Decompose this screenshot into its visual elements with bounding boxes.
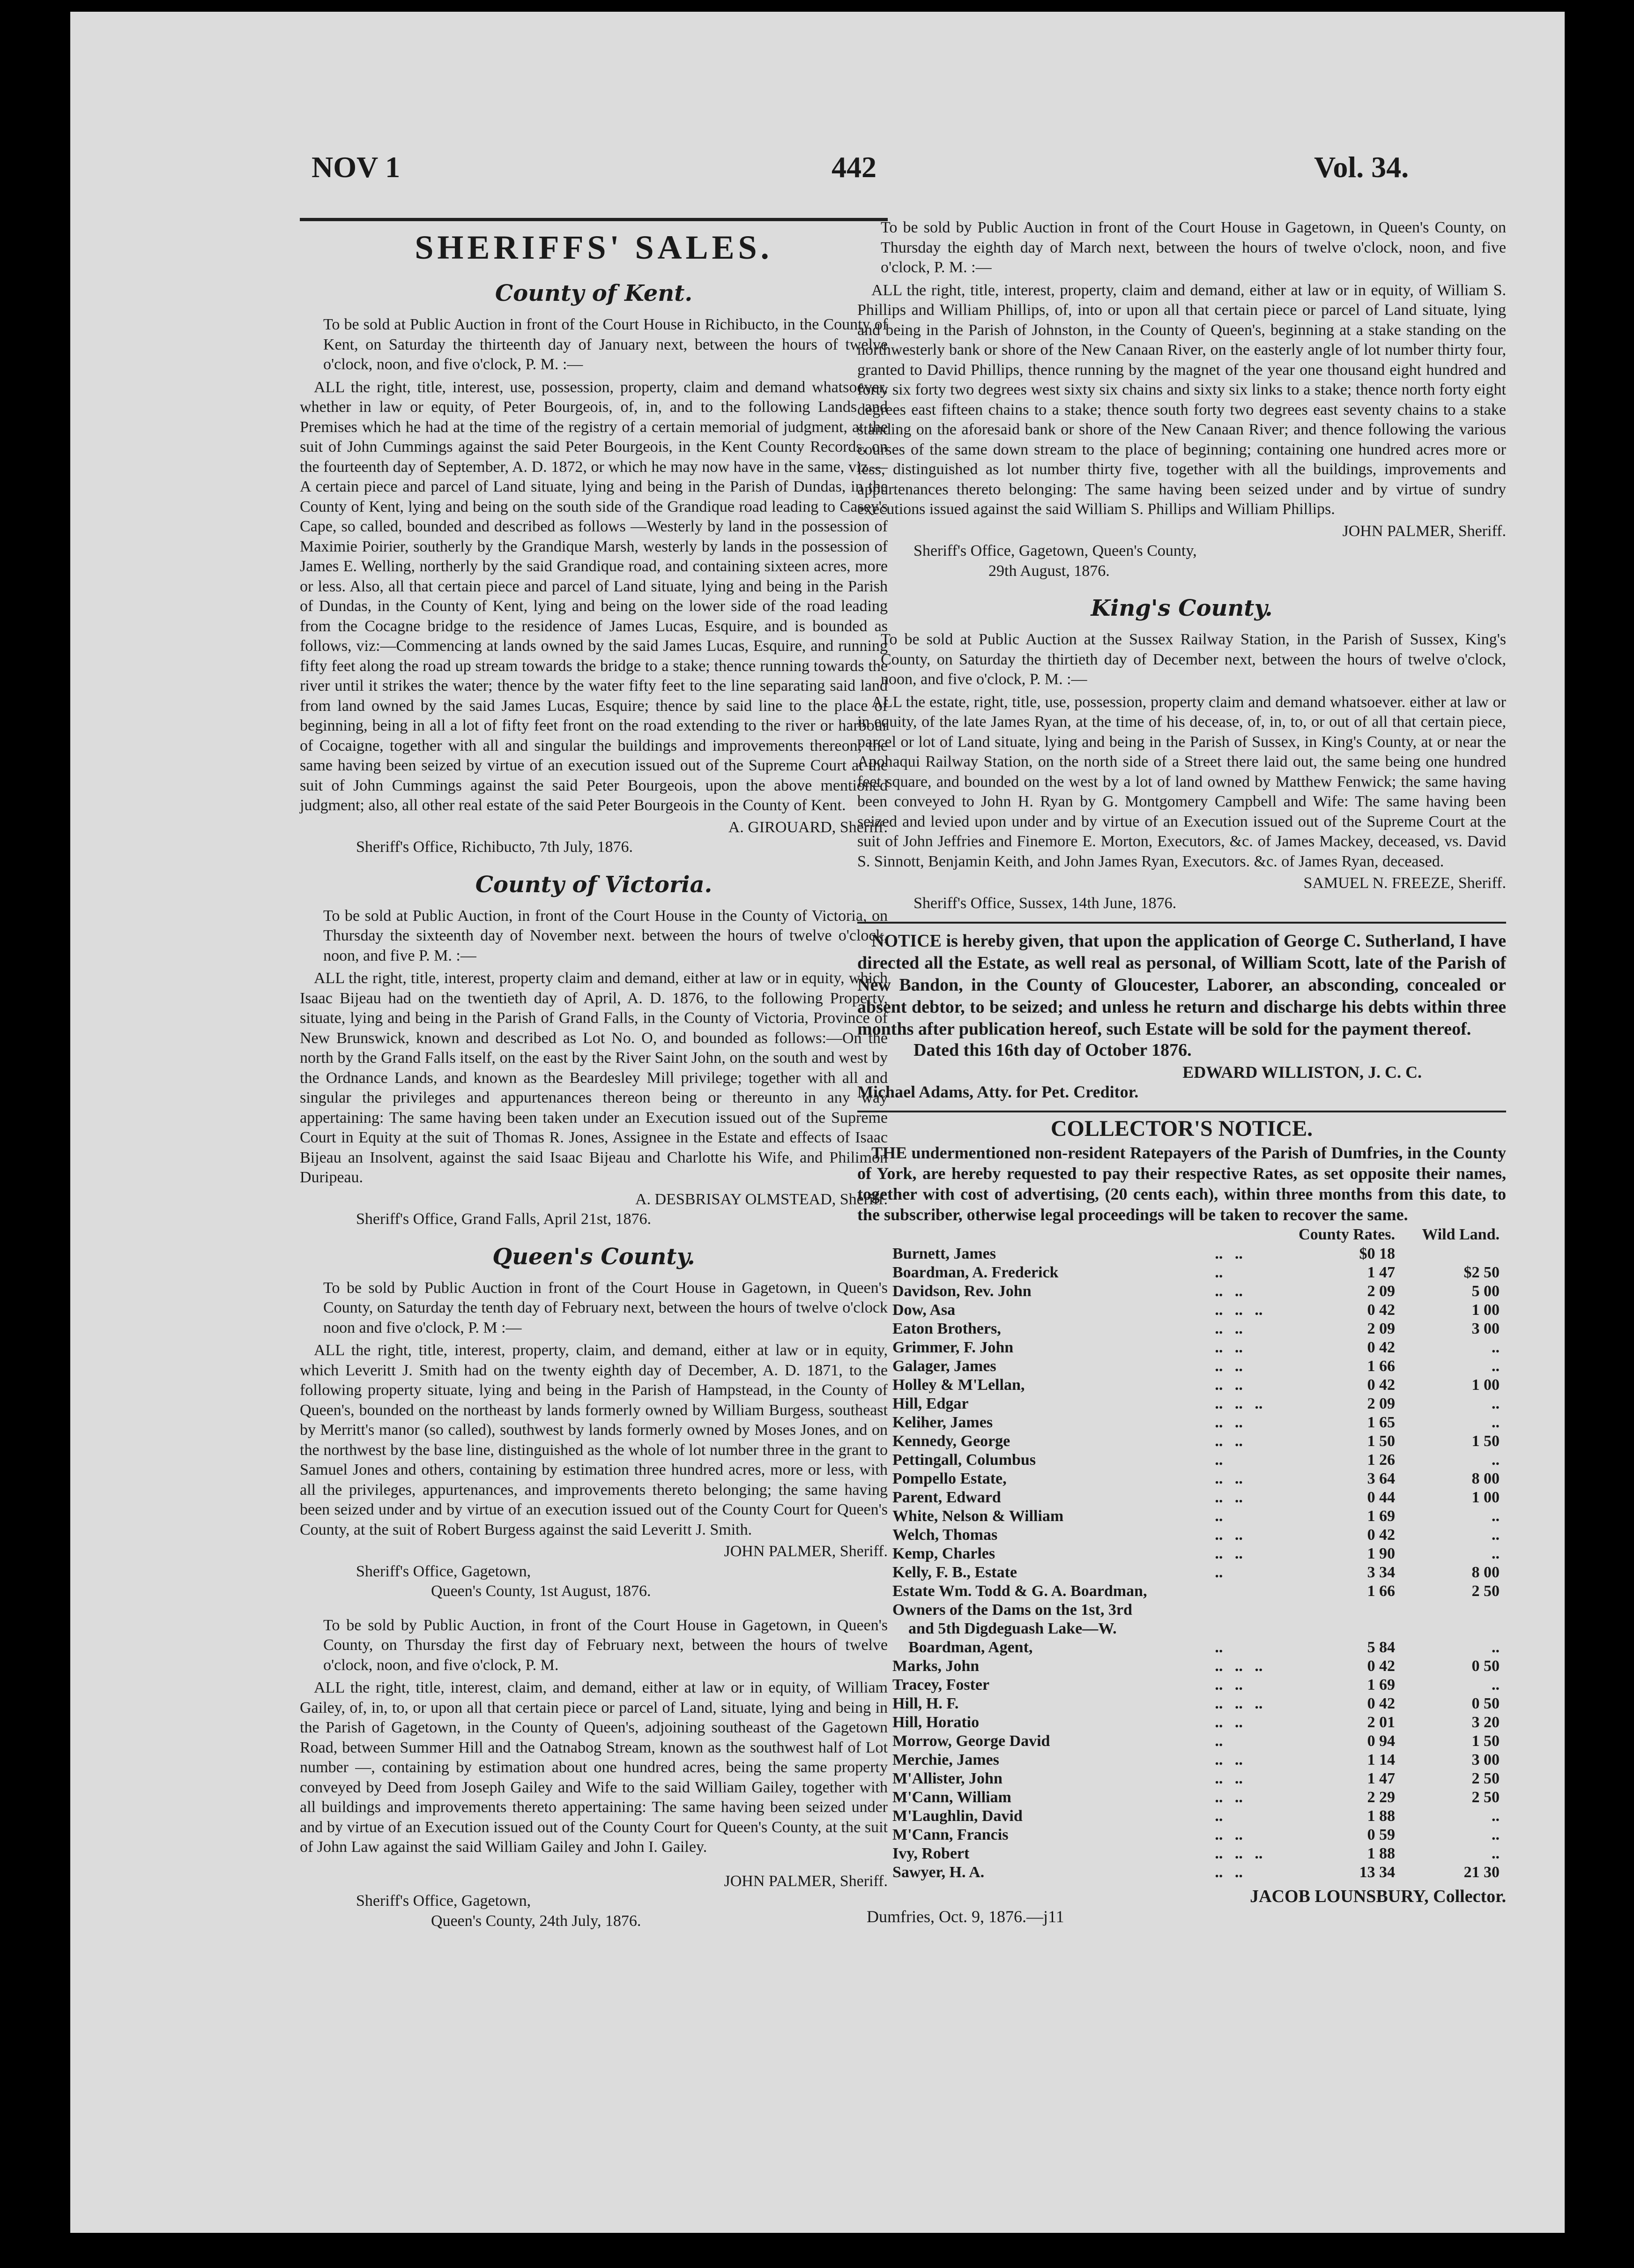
leader-dots: .. ..	[1215, 1545, 1243, 1562]
table-row	[857, 1694, 1506, 1713]
leader-dots: .. ..	[1215, 1376, 1243, 1394]
county-rate: $0 18	[1359, 1245, 1395, 1262]
kent-signature: A. GIROUARD, Sheriff.	[728, 818, 888, 836]
wild-land-rate: 3 00	[1471, 1320, 1500, 1337]
wild-land-rate: 5 00	[1471, 1283, 1500, 1300]
notice-body: NOTICE is hereby given, that upon the application of George C. Sutherland, I have directed all the Estate, as well real as personal, of William Scott, late of the Parish of New Bandon, in the County of Gloucester, Laborer, an absconding, concealed or absent debtor, to be seized; and unless he return and discharge his debts within three months after publication hereof, such Estate will be sold for the payment thereof.	[857, 931, 1506, 1039]
leader-dots: ..	[1215, 1451, 1223, 1469]
county-rate: 1 88	[1367, 1807, 1395, 1825]
queens-office-date: Queen's County, 1st August, 1876.	[431, 1582, 651, 1600]
leader-dots: ..	[1215, 1732, 1223, 1750]
ratepayer-name: M'Cann, William	[892, 1789, 1011, 1806]
leader-dots: .. ..	[1215, 1489, 1243, 1506]
leader-dots: .. ..	[1215, 1751, 1243, 1768]
table-row	[857, 1619, 1506, 1638]
leader-dots: .. ..	[1215, 1826, 1243, 1843]
county-rate: 1 90	[1367, 1545, 1395, 1562]
notice-signature: EDWARD WILLISTON, J. C. C.	[1182, 1062, 1422, 1082]
county-rate: 0 44	[1367, 1489, 1395, 1506]
kent-intro: To be sold at Public Auction in front of the Court House in Richibucto, in the County of Kent, on Saturday the thirteenth day of January next, between the hours of twelve o'clock, noon, and five o'clock, P. M. :—	[323, 316, 888, 373]
county-rate: 1 26	[1367, 1451, 1395, 1469]
county-rate: 1 50	[1367, 1432, 1395, 1450]
divider-rule	[857, 922, 1506, 924]
leader-dots: .. ..	[1215, 1414, 1243, 1431]
table-row	[857, 1563, 1506, 1582]
leader-dots: ..	[1215, 1507, 1223, 1525]
leader-dots: .. ..	[1215, 1320, 1243, 1337]
table-row	[857, 1769, 1506, 1788]
county-rate	[1274, 1601, 1402, 1619]
ratepayer-name: Merchie, James	[892, 1751, 999, 1768]
table-row	[857, 1788, 1506, 1807]
county-rate: 2 01	[1367, 1714, 1395, 1731]
table-row	[857, 1357, 1506, 1376]
table-row	[857, 1245, 1506, 1263]
county-rate: 1 47	[1367, 1770, 1395, 1787]
notice-dated: Dated this 16th day of October 1876.	[914, 1040, 1192, 1060]
county-rate: 1 88	[1367, 1845, 1395, 1862]
ratepayer-name: M'Allister, John	[892, 1770, 1003, 1787]
ratepayer-name: Welch, Thomas	[892, 1526, 998, 1544]
collector-title: COLLECTOR'S NOTICE.	[1050, 1116, 1313, 1141]
leader-dots: .. ..	[1215, 1714, 1243, 1731]
county-rate: 5 84	[1367, 1639, 1395, 1656]
leader-dots: .. .. ..	[1215, 1695, 1263, 1712]
ratepayer-name: White, Nelson & William	[892, 1507, 1064, 1525]
ratepayer-name: Tracey, Foster	[892, 1676, 990, 1694]
table-row	[857, 1844, 1506, 1863]
table-row	[857, 1282, 1506, 1301]
kings-intro: To be sold at Public Auction at the Sussex Railway Station, in the Parish of Sussex, King's County, on Saturday the thirtieth day of December next, between the hours of twelve o'clock, noon, and five o'clock, P. M. :—	[881, 631, 1506, 688]
queens-cont-office-date: 29th August, 1876.	[988, 562, 1110, 580]
table-row	[857, 1301, 1506, 1320]
wild-land-rate: 2 50	[1471, 1789, 1500, 1806]
ratepayer-name: Hill, Horatio	[892, 1714, 980, 1731]
kent-body: ALL the right, title, interest, use, possession, property, claim and demand whatsoever, whether in law or equity, of Peter Bourgeois, of, in, and to the following Lands and Premises which he had at the time of the registry of a certain memorial of judgment, at the suit of John Cummings against the said Peter Bourgeois, in the Kent County Records, on the fourteenth day of September, A. D. 1872, or which he may now have in the same, viz.—A certain piece and parcel of Land situate, lying and being in the Parish of Dundas, in the County of Kent, lying and being on the south side of the Grandique road leading to Casey's Cape, so called, bounded and described as follows —Westerly by land in the possession of Maximie Poirier, southerly by the Grandique Marsh, westerly by lands in the possession of James E. Welling, northerly by the said Grandique road, and containing sixteen acres, more or less. Also, all that certain piece and parcel of Land situate, lying and being in the Parish of Dundas, in the County of Kent, lying and being on the lower side of the road leading from the Cocagne bridge to the residence of James Lucas, Esquire, and is bounded as follows, viz:—Commencing at lands owned by the said James Lucas, Esquire, and running fifty feet along the road up stream towards the bridge to a stake; thence running towards the river until it strikes the water; thence by the water fifty feet to the line separating said land from land owned by the said James Lucas, Esquire; thence by said line to the place of beginning, being in all a lot of fifty feet front on the road extending to the river or harbour of Cocaigne, together with all and singular the buildings and improvements thereon; the same having been seized by virtue of an execution issued out of the Supreme Court at the suit of John Cummings against the said Peter Bourgeois, upon the above mentioned judgment; also, all other real estate of the said Peter Bourgeois in the County of Kent.	[300, 378, 888, 814]
county-heading-kent: County of Kent.	[495, 280, 693, 306]
queens-body-2: ALL the right, title, interest, claim, and demand, either at law or in equity, of William Gailey, of, in, to, or upon all that certain piece or parcel of Land, situate, lying and being in the Parish of Gagetown, in the County of Queen's, adjoining southeast of the Gagetown Road, between Summer Hill and the Oatnabog Stream, known as the southwest half of Lot number —, containing by estimation about one hundred acres, being the same property conveyed by Deed from Joseph Gailey and Wife to the said William Gailey, together with all buildings and improvements thereto appertaining: The same having been seized under and by virtue of an Execution issued out of the County Court for Queen's County, at the suit of John Law against the said William Gailey and John I. Gailey.	[300, 1679, 888, 1856]
queens-intro: To be sold by Public Auction in front of the Court House in Gagetown, in Queen's County, on Saturday the tenth day of February next, between the hours of twelve o'clock noon and five o'clock, P. M :—	[323, 1279, 888, 1336]
county-rate: 2 09	[1367, 1320, 1395, 1337]
wild-land-rate: 1 00	[1471, 1489, 1500, 1506]
wild-land-rate: ..	[1492, 1526, 1500, 1544]
county-rate	[1274, 1619, 1402, 1638]
ratepayer-name: M'Cann, Francis	[892, 1826, 1009, 1843]
county-rates-header: County Rates.	[1299, 1226, 1395, 1243]
queens-cont-body: ALL the right, title, interest, property, claim and demand, either at law or in equity, of William S. Phillips and William Phillips, of, into or upon all that certain piece or parcel of Land situate, lying and being in the Parish of Johnston, in the County of Queen's, beginning at a stake standing on the northwesterly bank or shore of the New Canaan River, on the easterly angle of lot number thirty four, granted to David Phillips, thence running by the magnet of the year one thousand eight hundred and forty six forty two degrees west sixty six chains and sixty six links to a stake; thence north forty eight degrees east fifteen chains to a stake; thence south forty two degrees east seventy chains to a stake standing on the aforesaid bank or shore of the New Canaan River; and thence following the various courses of the same down stream to the place of beginning; containing one hundred acres more or less, distinguished as lot number thirty five, together with all the buildings, improvements and appurtenances thereto belonging: The same having been seized under and by virtue of sundry executions issued against the said William S. Phillips and William Phillips.	[857, 281, 1506, 518]
county-rate: 1 14	[1367, 1751, 1395, 1768]
county-rate: 0 94	[1367, 1732, 1395, 1750]
leader-dots: .. ..	[1215, 1864, 1243, 1881]
leader-dots: ..	[1215, 1639, 1223, 1656]
ratepayer-name: Marks, John	[892, 1657, 980, 1675]
victoria-body: ALL the right, title, interest, property claim and demand, either at law or in equity, which Isaac Bijeau had on the twentieth day of April, A. D. 1876, to the following Property, situate, lying and being in the Parish of Grand Falls, in the County of Victoria, Province of New Brunswick, known and described as Lot No. O, and bounded as follows:—On the north by the Grand Falls itself, on the east by the River Saint John, on the south and west by the Ordnance Lands, and known as the Beardesley Mill privilege; together with all and singular the privileges and appurtenances thereon being or thereunto in any way appertaining: The same having been taken under an Execution issued out of the Supreme Court in Equity at the suit of Thomas R. Jones, Assignee in the Estate and effects of Isaac Bijeau an Insolvent, against the said Isaac Bijeau and Charlotte his Wife, and Philimon Duripeau.	[300, 970, 888, 1186]
wild-land-rate: 21 30	[1463, 1864, 1500, 1881]
ratepayer-name: Davidson, Rev. John	[892, 1283, 1032, 1300]
wild-land-rate: ..	[1492, 1451, 1500, 1469]
ratepayer-name: Kennedy, George	[892, 1432, 1010, 1450]
table-row	[857, 1320, 1506, 1338]
county-rate: 0 42	[1367, 1526, 1395, 1544]
leader-dots: .. ..	[1215, 1526, 1243, 1544]
ratepayer-name: Hill, H. F.	[892, 1695, 959, 1712]
ratepayer-name: Galager, James	[892, 1358, 996, 1375]
county-rate: 2 09	[1367, 1395, 1395, 1412]
table-row	[857, 1601, 1506, 1619]
table-row	[857, 1413, 1506, 1432]
leader-dots	[1215, 1601, 1274, 1619]
wild-land-rate: ..	[1492, 1395, 1500, 1412]
queens-cont-signature: JOHN PALMER, Sheriff.	[1342, 522, 1506, 540]
ratepayer-name: Eaton Brothers,	[892, 1320, 1001, 1337]
ratepayer-name: Kelly, F. B., Estate	[892, 1564, 1018, 1581]
table-row	[857, 1751, 1506, 1769]
ratepayer-name: Hill, Edgar	[892, 1395, 969, 1412]
wild-land-rate: 1 00	[1471, 1301, 1500, 1319]
leader-dots: .. .. ..	[1215, 1845, 1263, 1862]
table-row	[857, 1582, 1506, 1601]
leader-dots: ..	[1215, 1564, 1223, 1581]
page-number: 442	[832, 150, 876, 184]
wild-land-rate: ..	[1492, 1545, 1500, 1562]
table-row	[857, 1713, 1506, 1732]
ratepayer-name: M'Laughlin, David	[892, 1807, 1023, 1825]
queens-signature-2: JOHN PALMER, Sheriff.	[724, 1872, 888, 1890]
table-row	[857, 1432, 1506, 1451]
county-rate: 2 09	[1367, 1283, 1395, 1300]
county-rate: 13 34	[1359, 1864, 1395, 1881]
county-rate: 0 42	[1367, 1301, 1395, 1319]
ratepayer-name: Pompello Estate,	[892, 1470, 1007, 1487]
county-rate: 3 34	[1367, 1564, 1395, 1581]
kings-body: ALL the estate, right, title, use, possession, property claim and demand whatsoever. either at law or in equity, of the late James Ryan, at the time of his decease, of, in, to, or out of all that certain piece, parcel or lot of Land situate, lying and being in the Parish of Sussex, in King's County, at or near the Apohaqui Railway Station, on the north side of a Street there laid out, the same being one hundred feet square, and bounded on the west by a lot of land owned by Matthew Fenwick; the same having been conveyed to John H. Ryan by G. Montgomery Campbell and Wife: The same having been seized and levied upon under and by virtue of an Execution issued out of the Supreme Court at the suit of John Jeffries and Finemore E. Morton, Executors, &c. of James Mackey, deceased, vs. David S. Sinnott, Benjamin Keith, and John James Ryan, Executors. &c. of James Ryan, deceased.	[857, 693, 1506, 870]
leader-dots	[1215, 1582, 1274, 1601]
table-row	[857, 1526, 1506, 1544]
table-row	[857, 1263, 1506, 1282]
wild-land-rate	[1402, 1601, 1506, 1619]
wild-land-rate: 8 00	[1471, 1470, 1500, 1487]
wild-land-rate: 0 50	[1471, 1657, 1500, 1675]
volume-number: Vol. 34.	[1314, 150, 1409, 184]
kings-office: Sheriff's Office, Sussex, 14th June, 1876.	[914, 894, 1177, 912]
county-rate: 2 29	[1367, 1789, 1395, 1806]
ratepayer-name: Dow, Asa	[892, 1301, 956, 1319]
leader-dots: .. .. ..	[1215, 1301, 1263, 1319]
wild-land-rate: 1 50	[1471, 1732, 1500, 1750]
leader-dots: .. .. ..	[1215, 1657, 1263, 1675]
county-heading-kings: King's County.	[1091, 595, 1273, 621]
wild-land-rate: ..	[1492, 1414, 1500, 1431]
county-heading-victoria: County of Victoria.	[475, 871, 713, 898]
ratepayer-name: Holley & M'Lellan,	[892, 1376, 1025, 1394]
ratepayer-name: Pettingall, Columbus	[892, 1451, 1036, 1469]
county-rate: 0 42	[1367, 1657, 1395, 1675]
ratepayer-name: Boardman, A. Frederick	[892, 1264, 1059, 1281]
leader-dots: .. ..	[1215, 1283, 1243, 1300]
table-row	[857, 1807, 1506, 1826]
leader-dots: .. ..	[1215, 1245, 1243, 1262]
wild-land-rate: 1 50	[1471, 1432, 1500, 1450]
wild-land-rate: $2 50	[1463, 1264, 1500, 1281]
kings-signature: SAMUEL N. FREEZE, Sheriff.	[1303, 874, 1506, 892]
table-row	[857, 1826, 1506, 1844]
wild-land-rate: ..	[1492, 1358, 1500, 1375]
issue-date: NOV 1	[312, 150, 401, 184]
wild-land-header: Wild Land.	[1422, 1226, 1500, 1243]
wild-land-rate: 8 00	[1471, 1564, 1500, 1581]
table-row	[857, 1376, 1506, 1395]
queens-cont-intro: To be sold by Public Auction in front of the Court House in Gagetown, in Queen's County, on Thursday the eighth day of March next, between the hours of twelve o'clock, noon, and five o'clock, P. M. :—	[881, 219, 1506, 276]
table-row	[857, 1338, 1506, 1357]
ratepayer-name: Boardman, Agent,	[892, 1639, 1033, 1656]
queens-signature: JOHN PALMER, Sheriff.	[724, 1543, 888, 1560]
wild-land-rate	[1402, 1245, 1506, 1263]
county-rate: 1 65	[1367, 1414, 1395, 1431]
queens-office-2-date: Queen's County, 24th July, 1876.	[431, 1912, 641, 1930]
victoria-signature: A. DESBRISAY OLMSTEAD, Sheriff.	[635, 1190, 888, 1208]
county-rate: 1 66	[1367, 1358, 1395, 1375]
wild-land-rate: ..	[1492, 1339, 1500, 1356]
divider-rule-2	[857, 1111, 1506, 1112]
notice-attorney: Michael Adams, Atty. for Pet. Creditor.	[857, 1082, 1139, 1101]
ratepayer-name: Owners of the Dams on the 1st, 3rd	[892, 1601, 1132, 1619]
wild-land-rate: 1 00	[1471, 1376, 1500, 1394]
ratepayer-name: Estate Wm. Todd & G. A. Boardman,	[892, 1582, 1147, 1600]
wild-land-rate: ..	[1492, 1826, 1500, 1843]
newspaper-page	[70, 12, 1565, 2233]
ratepayer-name: Grimmer, F. John	[892, 1339, 1014, 1356]
wild-land-rate: ..	[1492, 1639, 1500, 1656]
leader-dots: ..	[1215, 1807, 1223, 1825]
leader-dots: .. ..	[1215, 1432, 1243, 1450]
queens-body: ALL the right, title, interest, property, claim, and demand, either at law or in equity, which Leveritt J. Smith had on the twenty eighth day of December, A. D. 1871, to the following property situate, lying and being in the Parish of Hampstead, in the County of Queen's, bounded on the northeast by lands formerly owned by William Burgess, southeast by Merritt's manor (so called), southwest by lands formerly owned by Moses Jones, and on the northwest by the base line, distinguished as the whole of lot number three in the grant to Samuel Jones and others, containing by estimation three hundred acres, more or less, with all the privileges, appurtenances, and improvements thereto belonging; the same having been seized under and by virtue of an execution issued out of the County Court for Queen's County, at the suit of Robert Burgess against the said Leveritt J. Smith.	[300, 1342, 888, 1538]
county-rate: 0 42	[1367, 1376, 1395, 1394]
table-row	[857, 1488, 1506, 1507]
leader-dots: .. .. ..	[1215, 1395, 1263, 1412]
county-rate: 1 69	[1367, 1507, 1395, 1525]
county-heading-queens: Queen's County.	[492, 1243, 695, 1270]
section-title: SHERIFFS' SALES.	[415, 229, 773, 266]
wild-land-rate: ..	[1492, 1807, 1500, 1825]
leader-dots: .. ..	[1215, 1339, 1243, 1356]
table-row	[857, 1657, 1506, 1676]
leader-dots: ..	[1215, 1264, 1223, 1281]
right-column	[857, 218, 1506, 1926]
ratepayer-name: Keliher, James	[892, 1414, 993, 1431]
collector-body: THE undermentioned non-resident Ratepayers of the Parish of Dumfries, in the County of York, are hereby requested to pay their respective Rates, as set opposite their names, together with cost of advertising, (20 cents each), within three months from this date, to the subscriber, otherwise legal proceedings will be taken to recover the same.	[857, 1143, 1506, 1224]
county-rate: 0 42	[1367, 1695, 1395, 1712]
wild-land-rate: 2 50	[1471, 1770, 1500, 1787]
county-rate: 0 42	[1367, 1339, 1395, 1356]
leader-dots: .. ..	[1215, 1470, 1243, 1487]
wild-land-rate: ..	[1492, 1507, 1500, 1525]
ratepayer-name: Burnett, James	[892, 1245, 996, 1262]
wild-land-rate: 3 20	[1471, 1714, 1500, 1731]
ratepayer-name: Morrow, George David	[892, 1732, 1050, 1750]
table-row	[857, 1676, 1506, 1694]
top-rule	[300, 218, 888, 221]
queens-intro-2: To be sold by Public Auction, in front of the Court House in Gagetown, in Queen's County, on Thursday the first day of February next, between the hours of twelve o'clock, noon, and five o'clock, P. M.	[323, 1616, 888, 1674]
table-row	[857, 1732, 1506, 1751]
rates-table	[857, 1225, 1506, 1882]
county-rate: 0 59	[1367, 1826, 1395, 1843]
leader-dots: .. ..	[1215, 1358, 1243, 1375]
leader-dots: .. ..	[1215, 1676, 1243, 1694]
collector-dated: Dumfries, Oct. 9, 1876.—j11	[867, 1907, 1064, 1926]
wild-land-rate: ..	[1492, 1845, 1500, 1862]
collector-signature: JACOB LOUNSBURY, Collector.	[1250, 1887, 1506, 1906]
wild-land-rate	[1402, 1619, 1506, 1638]
victoria-office: Sheriff's Office, Grand Falls, April 21st, 1876.	[356, 1210, 652, 1228]
wild-land-rate: ..	[1492, 1676, 1500, 1694]
ratepayer-name: and 5th Digdeguash Lake—W.	[892, 1620, 1117, 1637]
wild-land-rate: 3 00	[1471, 1751, 1500, 1768]
table-row	[857, 1507, 1506, 1526]
ratepayer-name: Ivy, Robert	[892, 1845, 970, 1862]
leader-dots: .. ..	[1215, 1789, 1243, 1806]
ratepayer-name: Sawyer, H. A.	[892, 1864, 985, 1881]
table-row	[857, 1451, 1506, 1470]
table-row	[857, 1395, 1506, 1413]
ratepayer-name: Parent, Edward	[892, 1489, 1001, 1506]
queens-office-2: Sheriff's Office, Gagetown,	[356, 1892, 531, 1910]
wild-land-rate: 0 50	[1471, 1695, 1500, 1712]
leader-dots	[1215, 1619, 1274, 1638]
victoria-intro: To be sold at Public Auction, in front of the Court House in the County of Victoria, on Thursday the sixteenth day of November next. between the hours of twelve o'clock, noon, and five P. M. :—	[323, 907, 888, 964]
queens-cont-office: Sheriff's Office, Gagetown, Queen's County,	[914, 542, 1197, 560]
wild-land-rate: 2 50	[1471, 1582, 1500, 1600]
leader-dots: .. ..	[1215, 1770, 1243, 1787]
county-rate: 1 69	[1367, 1676, 1395, 1694]
county-rate: 1 47	[1367, 1264, 1395, 1281]
table-row	[857, 1544, 1506, 1563]
ratepayer-name: Kemp, Charles	[892, 1545, 995, 1562]
left-column	[300, 218, 888, 1931]
kent-office: Sheriff's Office, Richibucto, 7th July, 1876.	[356, 838, 633, 856]
table-row	[857, 1863, 1506, 1882]
queens-office: Sheriff's Office, Gagetown,	[356, 1562, 531, 1580]
county-rate: 1 66	[1367, 1582, 1395, 1600]
table-row	[857, 1470, 1506, 1488]
table-row	[857, 1638, 1506, 1657]
county-rate: 3 64	[1367, 1470, 1395, 1487]
